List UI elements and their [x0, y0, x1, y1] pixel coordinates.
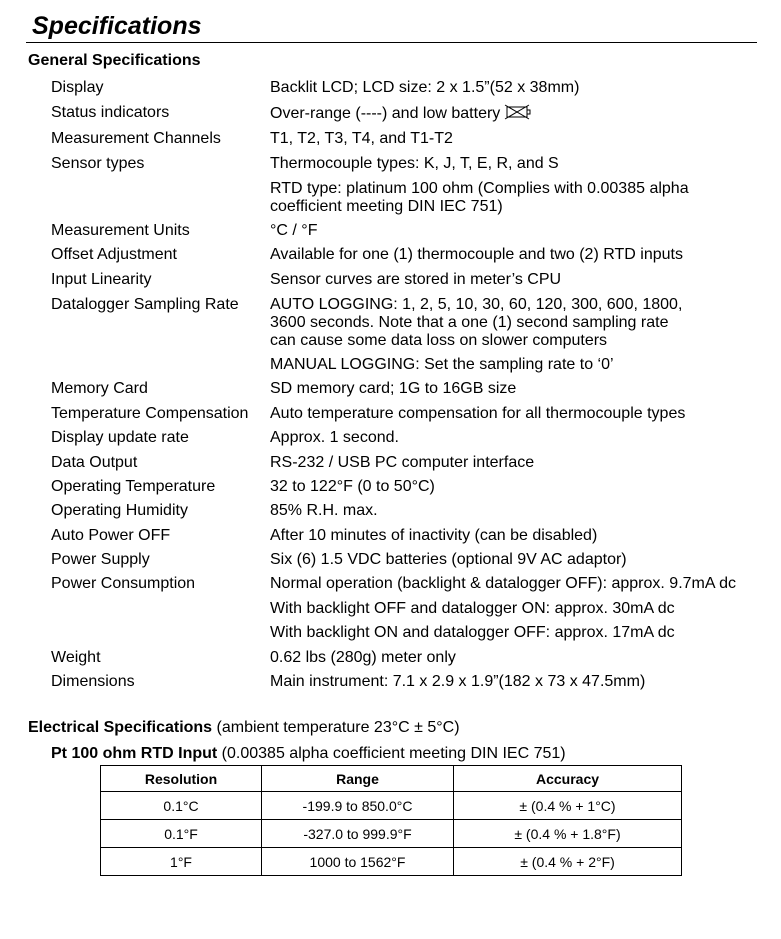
spec-label: Offset Adjustment [51, 246, 177, 263]
spec-label: Operating Temperature [51, 478, 216, 495]
spec-value-text: MANUAL LOGGING: Set the sampling rate to ‘0’ [270, 356, 614, 373]
spec-value-text: Six (6) 1.5 VDC batteries (optional 9V AC adaptor) [270, 551, 627, 568]
spec-value [270, 454, 750, 472]
spec-value-text: Main instrument: 7.1 x 2.9 x 1.9”(182 x 73 x 47.5mm) [270, 673, 646, 690]
spec-label: Datalogger Sampling Rate [51, 296, 239, 313]
spec-value [270, 502, 750, 520]
spec-value-text: Available for one (1) thermocouple and two (2) RTD inputs [270, 246, 683, 263]
spec-label: Auto Power OFF [51, 527, 171, 544]
range-cell: -199.9 to 850.0°C [262, 792, 454, 820]
spec-value-text: 85% R.H. max. [270, 502, 378, 519]
rtd-heading-note: (0.00385 alpha coefficient meeting DIN IEC 751) [217, 745, 566, 762]
spec-value-text: Backlit LCD; LCD size: 2 x 1.5”(52 x 38mm) [270, 79, 580, 96]
spec-label: Power Consumption [51, 575, 196, 592]
spec-value-line [270, 405, 750, 423]
table-row [101, 820, 682, 848]
spec-value-text: AUTO LOGGING: 1, 2, 5, 10, 30, 60, 120, 300, 600, 1800, [270, 296, 683, 313]
spec-value-line [270, 104, 750, 125]
spec-value-text: 3600 seconds. Note that a one (1) second sampling rate [270, 314, 669, 331]
spec-value [270, 624, 750, 642]
spec-value-text: 0.62 lbs (280g) meter only [270, 649, 456, 666]
spec-value-line [270, 246, 750, 264]
spec-value-line [270, 271, 750, 289]
electrical-heading-note: (ambient temperature 23°C ± 5°C) [212, 719, 460, 736]
spec-label: Display update rate [51, 429, 189, 446]
spec-value [270, 405, 750, 423]
spec-value-line [270, 454, 750, 472]
spec-value [270, 79, 750, 97]
spec-value-line [270, 380, 750, 398]
resolution-cell: 0.1°F [101, 820, 262, 848]
spec-label: Input Linearity [51, 271, 152, 288]
spec-value [270, 478, 750, 496]
spec-value [270, 104, 750, 125]
column-header-range: Range [262, 766, 454, 792]
spec-value [270, 575, 750, 593]
spec-value-line [270, 130, 750, 148]
spec-value-line [270, 502, 750, 520]
resolution-cell: 1°F [101, 848, 262, 876]
spec-value [270, 130, 750, 148]
rtd-spec-table [100, 765, 682, 876]
spec-value-text: RTD type: platinum 100 ohm (Complies with 0.00385 alpha [270, 180, 689, 197]
spec-value [270, 551, 750, 569]
spec-value [270, 600, 750, 618]
spec-value-line [270, 222, 750, 240]
spec-value [270, 649, 750, 667]
spec-label: Weight [51, 649, 101, 666]
spec-value-text: can cause some data loss on slower computers [270, 332, 608, 349]
spec-label: Operating Humidity [51, 502, 188, 519]
spec-value-line [270, 649, 750, 667]
spec-label: Temperature Compensation [51, 405, 249, 422]
spec-value-line [270, 575, 750, 593]
spec-value-text: °C / °F [270, 222, 318, 239]
spec-value [270, 380, 750, 398]
title-rule [26, 42, 757, 43]
accuracy-cell: ± (0.4 % + 1.8°F) [454, 820, 682, 848]
spec-value-text: T1, T2, T3, T4, and T1-T2 [270, 130, 453, 147]
spec-value-line [270, 180, 750, 198]
spec-value-line [270, 155, 750, 173]
spec-value-text: With backlight OFF and datalogger ON: approx. 30mA dc [270, 600, 675, 617]
spec-value-line [270, 673, 750, 691]
spec-value-text: RS-232 / USB PC computer interface [270, 454, 535, 471]
spec-value-line [270, 79, 750, 97]
spec-value-text: coefficient meeting DIN IEC 751) [270, 198, 503, 215]
spec-value [270, 356, 750, 374]
spec-label: Measurement Units [51, 222, 190, 239]
spec-value-line [270, 429, 750, 447]
spec-value-text: 32 to 122°F (0 to 50°C) [270, 478, 435, 495]
spec-value-text: Sensor curves are stored in meter’s CPU [270, 271, 562, 288]
rtd-heading-bold: Pt 100 ohm RTD Input [51, 745, 218, 762]
table-row [101, 792, 682, 820]
spec-value-line [270, 551, 750, 569]
spec-value-text: Approx. 1 second. [270, 429, 399, 446]
spec-value-text: Normal operation (backlight & datalogger OFF): approx. 9.7mA dc [270, 575, 736, 592]
spec-value [270, 155, 750, 173]
range-cell: -327.0 to 999.9°F [262, 820, 454, 848]
spec-value [270, 296, 750, 350]
general-specifications-heading: General Specifications [28, 52, 201, 69]
spec-label: Display [51, 79, 104, 96]
column-header-accuracy: Accuracy [454, 766, 682, 792]
rtd-input-heading [51, 745, 566, 763]
spec-value-text: With backlight ON and datalogger OFF: approx. 17mA dc [270, 624, 675, 641]
table-row [101, 848, 682, 876]
column-header-resolution: Resolution [101, 766, 262, 792]
accuracy-cell: ± (0.4 % + 2°F) [454, 848, 682, 876]
spec-value [270, 180, 750, 216]
spec-value-line [270, 332, 750, 350]
low-battery-icon [504, 104, 532, 125]
spec-label: Memory Card [51, 380, 148, 397]
spec-value-line [270, 198, 750, 216]
spec-label: Power Supply [51, 551, 150, 568]
spec-value-line [270, 296, 750, 314]
spec-value-text: SD memory card; 1G to 16GB size [270, 380, 517, 397]
spec-value-line [270, 624, 750, 642]
spec-value-text: Auto temperature compensation for all thermocouple types [270, 405, 686, 422]
spec-value [270, 429, 750, 447]
spec-value-line [270, 600, 750, 618]
spec-value [270, 271, 750, 289]
table-header-row [101, 766, 682, 792]
page-title: Specifications [32, 12, 202, 40]
range-cell: 1000 to 1562°F [262, 848, 454, 876]
spec-label: Status indicators [51, 104, 170, 121]
spec-label: Measurement Channels [51, 130, 221, 147]
spec-value [270, 673, 750, 691]
electrical-specifications-heading [28, 719, 460, 737]
spec-value-line [270, 356, 750, 374]
spec-value-line [270, 527, 750, 545]
accuracy-cell: ± (0.4 % + 1°C) [454, 792, 682, 820]
spec-value-line [270, 314, 750, 332]
spec-value [270, 246, 750, 264]
electrical-heading-bold: Electrical Specifications [28, 719, 213, 736]
spec-value-line [270, 478, 750, 496]
spec-label: Data Output [51, 454, 138, 471]
spec-value-text: Over-range (----) and low battery [270, 105, 501, 122]
spec-value-text: After 10 minutes of inactivity (can be disabled) [270, 527, 598, 544]
spec-label: Dimensions [51, 673, 135, 690]
spec-label: Sensor types [51, 155, 145, 172]
spec-value-text: Thermocouple types: K, J, T, E, R, and S [270, 155, 559, 172]
spec-value [270, 222, 750, 240]
resolution-cell: 0.1°C [101, 792, 262, 820]
spec-value [270, 527, 750, 545]
